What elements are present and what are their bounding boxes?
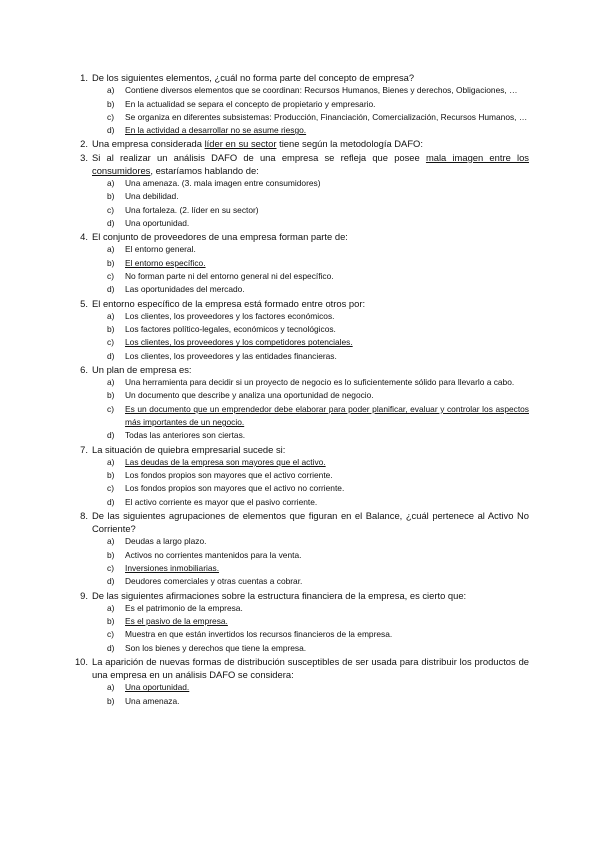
question-9 xyxy=(80,589,529,602)
underlined-answer: líder en su sector xyxy=(204,138,277,150)
option-text: Las oportunidades del mercado. xyxy=(125,284,245,295)
options-list xyxy=(92,243,529,296)
option-letter: d) xyxy=(107,284,115,295)
option-item xyxy=(92,283,529,296)
option-item xyxy=(92,549,529,562)
correct-answer-text: Inversiones inmobiliarias. xyxy=(125,563,220,574)
question-10 xyxy=(74,655,529,681)
option-letter: a) xyxy=(107,682,115,693)
option-letter: c) xyxy=(107,483,114,494)
question-text-part: Una empresa considerada xyxy=(92,138,205,150)
option-letter: b) xyxy=(107,191,115,202)
option-letter: d) xyxy=(107,576,115,587)
option-letter: c) xyxy=(107,204,114,215)
underlined-answer: mala imagen entre los consumidores xyxy=(92,151,529,176)
option-item xyxy=(92,98,529,111)
question-number: 1. xyxy=(80,72,88,83)
question-text xyxy=(92,590,466,601)
option-letter: b) xyxy=(107,695,115,706)
question-text-part: El conjunto de proveedores de una empresa forman parte de: xyxy=(92,231,348,243)
option-item xyxy=(92,695,529,708)
option-letter: a) xyxy=(107,85,115,96)
option-text: Activos no corrientes mantenidos para la venta. xyxy=(125,549,302,560)
question-text xyxy=(92,298,365,309)
option-letter: c) xyxy=(107,403,114,414)
option-letter: c) xyxy=(107,270,114,281)
correct-answer-text: El entorno específico. xyxy=(125,257,206,268)
option-text: Son los bienes y derechos que tiene la empresa. xyxy=(125,642,307,653)
question-5 xyxy=(80,297,529,310)
question-text xyxy=(92,72,414,83)
question-text-part: Un plan de empresa es: xyxy=(92,363,192,375)
question-number: 6. xyxy=(80,363,88,375)
options-list xyxy=(92,535,529,588)
option-letter: d) xyxy=(107,350,115,361)
question-text xyxy=(92,364,192,375)
option-text: Un documento que describe y analiza una oportunidad de negocio. xyxy=(125,390,374,401)
question-text-part: tiene según la metodología DAFO: xyxy=(276,138,423,150)
option-item xyxy=(92,310,529,323)
question-text-part: De las siguientes agrupaciones de elementos que figuran en el Balance, ¿cuál pertenece al Activo No Corriente? xyxy=(92,510,529,535)
option-text: Los fondos propios son mayores que el activo no corriente. xyxy=(125,483,345,494)
option-item xyxy=(92,350,529,363)
option-item xyxy=(92,562,529,575)
option-item xyxy=(92,403,529,430)
options-list xyxy=(92,376,529,442)
option-letter: b) xyxy=(107,549,115,560)
question-8 xyxy=(80,509,529,535)
option-letter: b) xyxy=(107,470,115,481)
option-item xyxy=(92,124,529,137)
option-item xyxy=(92,469,529,482)
option-text: Todas las anteriores son ciertas. xyxy=(125,430,246,441)
option-item xyxy=(92,602,529,615)
options-list xyxy=(92,681,529,708)
option-letter: a) xyxy=(107,602,115,613)
option-item xyxy=(92,217,529,230)
option-letter: d) xyxy=(107,217,115,228)
option-item xyxy=(92,376,529,389)
option-text: Contiene diversos elementos que se coordinan: Recursos Humanos, Bienes y derechos, Obligaciones, … xyxy=(125,85,518,96)
option-letter: d) xyxy=(107,642,115,653)
option-text: No forman parte ni del entorno general ni del específico. xyxy=(125,270,334,281)
correct-answer-text: Es un documento que un emprendedor debe elaborar para poder planificar, evaluar y controlar los aspectos más importantes de un negocio. xyxy=(125,403,529,428)
question-number: 3. xyxy=(80,151,88,163)
question-text xyxy=(92,444,285,455)
question-text xyxy=(92,231,348,242)
option-letter: c) xyxy=(107,629,114,640)
option-text: Una fortaleza. (2. líder en su sector) xyxy=(125,204,259,215)
question-7 xyxy=(80,443,529,456)
option-letter: a) xyxy=(107,536,115,547)
option-item xyxy=(92,111,529,124)
correct-answer-text: En la actividad a desarrollar no se asume riesgo. xyxy=(125,125,307,136)
option-letter: a) xyxy=(107,377,115,388)
option-letter: a) xyxy=(107,310,115,321)
question-text xyxy=(92,510,529,534)
option-letter: a) xyxy=(107,456,115,467)
option-text: Se organiza en diferentes subsistemas: Producción, Financiación, Comercialización, Recursos Humanos, … xyxy=(125,111,528,122)
option-item xyxy=(92,336,529,349)
option-item xyxy=(92,84,529,97)
option-text: Una debilidad. xyxy=(125,191,179,202)
option-letter: c) xyxy=(107,337,114,348)
question-6 xyxy=(80,363,529,376)
question-text xyxy=(92,152,529,176)
question-number: 4. xyxy=(80,231,88,243)
option-item xyxy=(92,496,529,509)
option-item xyxy=(92,243,529,256)
options-list xyxy=(92,602,529,655)
correct-answer-text: Los clientes, los proveedores y los competidores potenciales. xyxy=(125,337,353,348)
option-letter: b) xyxy=(107,324,115,335)
option-letter: d) xyxy=(107,125,115,136)
option-text: Una amenaza. (3. mala imagen entre consumidores) xyxy=(125,178,321,188)
options-list xyxy=(92,456,529,509)
question-text-part: La situación de quiebra empresarial sucede si: xyxy=(92,443,286,455)
correct-answer-text: Las deudas de la empresa son mayores que el activo. xyxy=(125,456,326,467)
option-item xyxy=(92,456,529,469)
option-item xyxy=(92,204,529,217)
question-text-part: De los siguientes elementos, ¿cuál no forma parte del concepto de empresa? xyxy=(92,72,415,83)
option-letter: b) xyxy=(107,98,115,109)
option-text: Una herramienta para decidir si un proyecto de negocio es lo suficientemente sólido para llevarlo a cabo. xyxy=(125,377,515,388)
option-letter: c) xyxy=(107,563,114,574)
option-text: Deudores comerciales y otras cuentas a cobrar. xyxy=(125,576,303,587)
option-text: En la actualidad se separa el concepto de propietario y empresario. xyxy=(125,98,376,109)
option-item xyxy=(92,270,529,283)
option-text: Los fondos propios son mayores que el activo corriente. xyxy=(125,470,333,481)
question-number: 2. xyxy=(80,138,88,150)
option-text: Los clientes, los proveedores y las entidades financieras. xyxy=(125,350,337,361)
option-letter: b) xyxy=(107,616,115,627)
option-item xyxy=(92,482,529,495)
option-letter: d) xyxy=(107,496,115,507)
option-item xyxy=(92,323,529,336)
option-item xyxy=(92,575,529,588)
option-letter: b) xyxy=(107,257,115,268)
option-item xyxy=(92,615,529,628)
option-item xyxy=(92,177,529,190)
document-body xyxy=(74,71,529,708)
option-item xyxy=(92,190,529,203)
option-letter: a) xyxy=(107,244,115,255)
question-text xyxy=(92,138,423,149)
options-list xyxy=(92,84,529,137)
option-letter: b) xyxy=(107,390,115,401)
question-number: 8. xyxy=(80,510,88,522)
correct-answer-text: Es el pasivo de la empresa. xyxy=(125,616,228,627)
option-item xyxy=(92,681,529,694)
option-letter: d) xyxy=(107,430,115,441)
option-letter: a) xyxy=(107,178,115,188)
question-1 xyxy=(80,71,529,84)
option-item xyxy=(92,389,529,402)
question-3 xyxy=(80,151,529,177)
question-number: 5. xyxy=(80,297,88,309)
option-item xyxy=(92,429,529,442)
option-text: Una amenaza. xyxy=(125,695,180,706)
question-text-part: , estaríamos hablando de: xyxy=(150,164,259,176)
option-text: Deudas a largo plazo. xyxy=(125,536,207,547)
option-item xyxy=(92,642,529,655)
option-text: Es el patrimonio de la empresa. xyxy=(125,602,243,613)
question-number: 9. xyxy=(80,589,88,601)
option-item xyxy=(92,257,529,270)
question-text-part: El entorno específico de la empresa está formado entre otros por: xyxy=(92,297,366,309)
option-text: El entorno general. xyxy=(125,244,196,255)
option-text: Los clientes, los proveedores y los factores económicos. xyxy=(125,310,335,321)
question-text-part: De las siguientes afirmaciones sobre la estructura financiera de la empresa, es cierto que: xyxy=(92,589,467,601)
option-text: Los factores político-legales, económicos y tecnológicos. xyxy=(125,324,336,335)
question-4 xyxy=(80,230,529,243)
option-text: El activo corriente es mayor que el pasivo corriente. xyxy=(125,496,318,507)
question-text-part: La aparición de nuevas formas de distribución susceptibles de ser usada para distribuir los productos de una empresa en un análisis DAFO se considera: xyxy=(92,656,529,681)
question-2 xyxy=(80,137,529,150)
options-list xyxy=(92,177,529,230)
option-item xyxy=(92,535,529,548)
option-text: Una oportunidad. xyxy=(125,217,190,228)
option-letter: c) xyxy=(107,111,114,122)
option-text: Muestra en que están invertidos los recursos financieros de la empresa. xyxy=(125,629,393,640)
question-text xyxy=(92,656,529,680)
question-number: 10. xyxy=(74,656,88,668)
option-item xyxy=(92,628,529,641)
options-list xyxy=(92,310,529,363)
question-text-part: Si al realizar un análisis DAFO de una empresa se refleja que posee xyxy=(92,151,426,163)
question-number: 7. xyxy=(80,443,88,455)
correct-answer-text: Una oportunidad. xyxy=(125,682,190,693)
